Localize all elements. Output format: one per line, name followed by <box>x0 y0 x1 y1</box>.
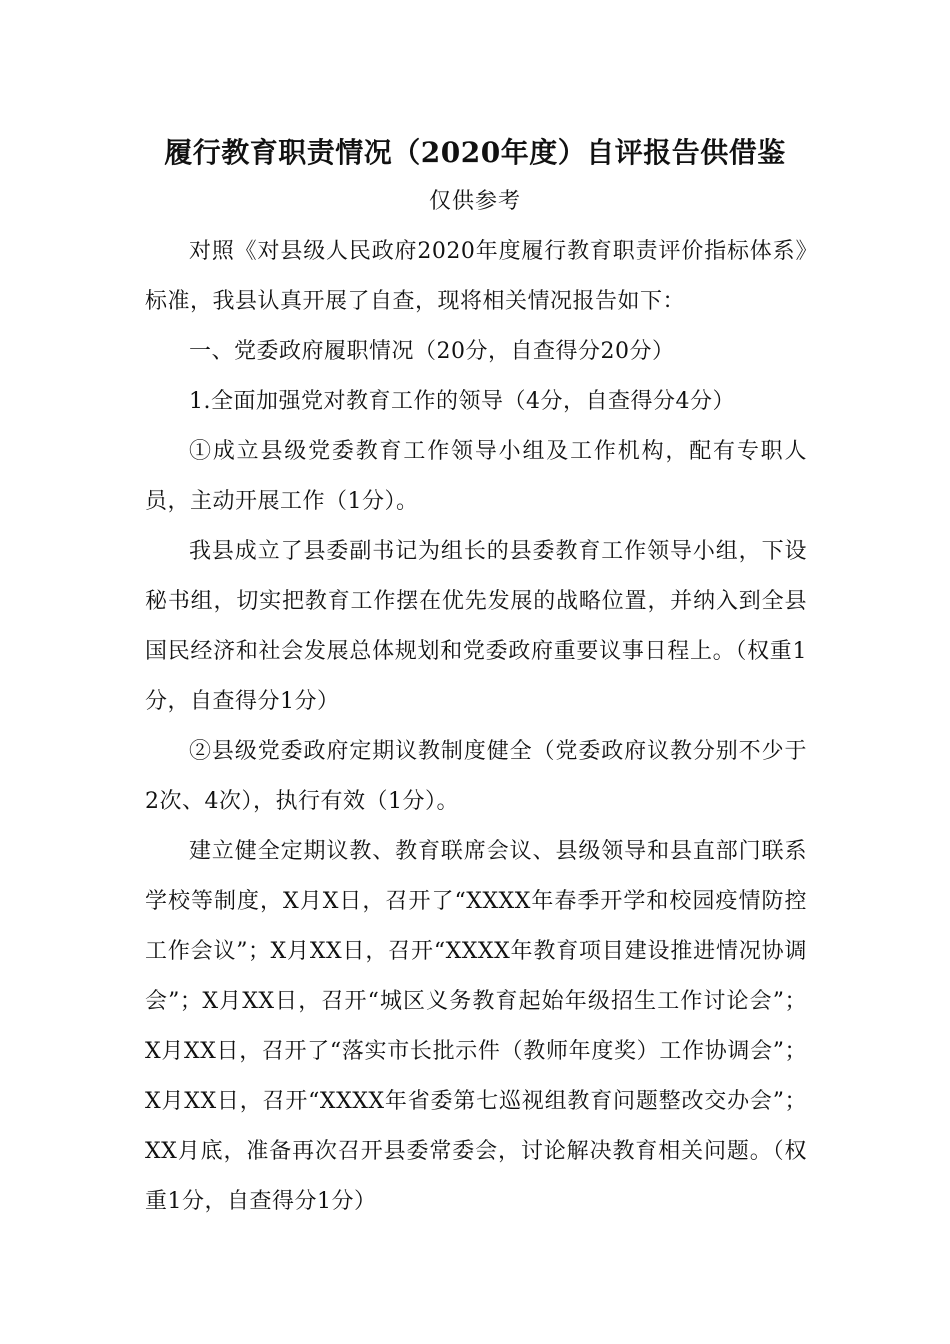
body-paragraph: 我县成立了县委副书记为组长的县委教育工作领导小组，下设秘书组，切实把教育工作摆在优先发展的战略位置，并纳入到全县国民经济和社会发展总体规划和党委政府重要议事日程上。（权重1分，自查得分1分） <box>145 539 807 714</box>
section-heading: 一、党委政府履职情况（20分，自查得分20分） <box>189 339 675 364</box>
document-title: 履行教育职责情况（2020年度）自评报告供借鉴 <box>164 136 786 169</box>
criterion-paragraph: ②县级党委政府定期议教制度健全（党委政府议教分别不少于2次、4次），执行有效（1分）。 <box>145 739 807 814</box>
criterion-paragraph: ①成立县级党委教育工作领导小组及工作机构，配有专职人员，主动开展工作（1分）。 <box>145 439 807 514</box>
subsection-heading: 1.全面加强党对教育工作的领导（4分，自查得分4分） <box>189 389 735 414</box>
intro-paragraph: 对照《对县级人民政府2020年度履行教育职责评价指标体系》标准，我县认真开展了自查，现将相关情况报告如下： <box>145 239 807 314</box>
document-body <box>145 227 807 1227</box>
body-paragraph: 建立健全定期议教、教育联席会议、县级领导和县直部门联系学校等制度，X月X日，召开了“XXXX年春季开学和校园疫情防控工作会议”；X月XX日，召开“XXXX年教育项目建设推进情况协调会”；X月XX日，召开“城区义务教育起始年级招生工作讨论会”；X月XX日，召开了“落实市长批示件（教师年度奖）工作协调会”；X月XX日，召开“XXXX年省委第七巡视组教育问题整改交办会”；XX月底，准备再次召开县委常委会，讨论解决教育相关问题。（权重1分，自查得分1分） <box>145 839 807 1214</box>
document-subtitle: 仅供参考 <box>428 189 521 214</box>
